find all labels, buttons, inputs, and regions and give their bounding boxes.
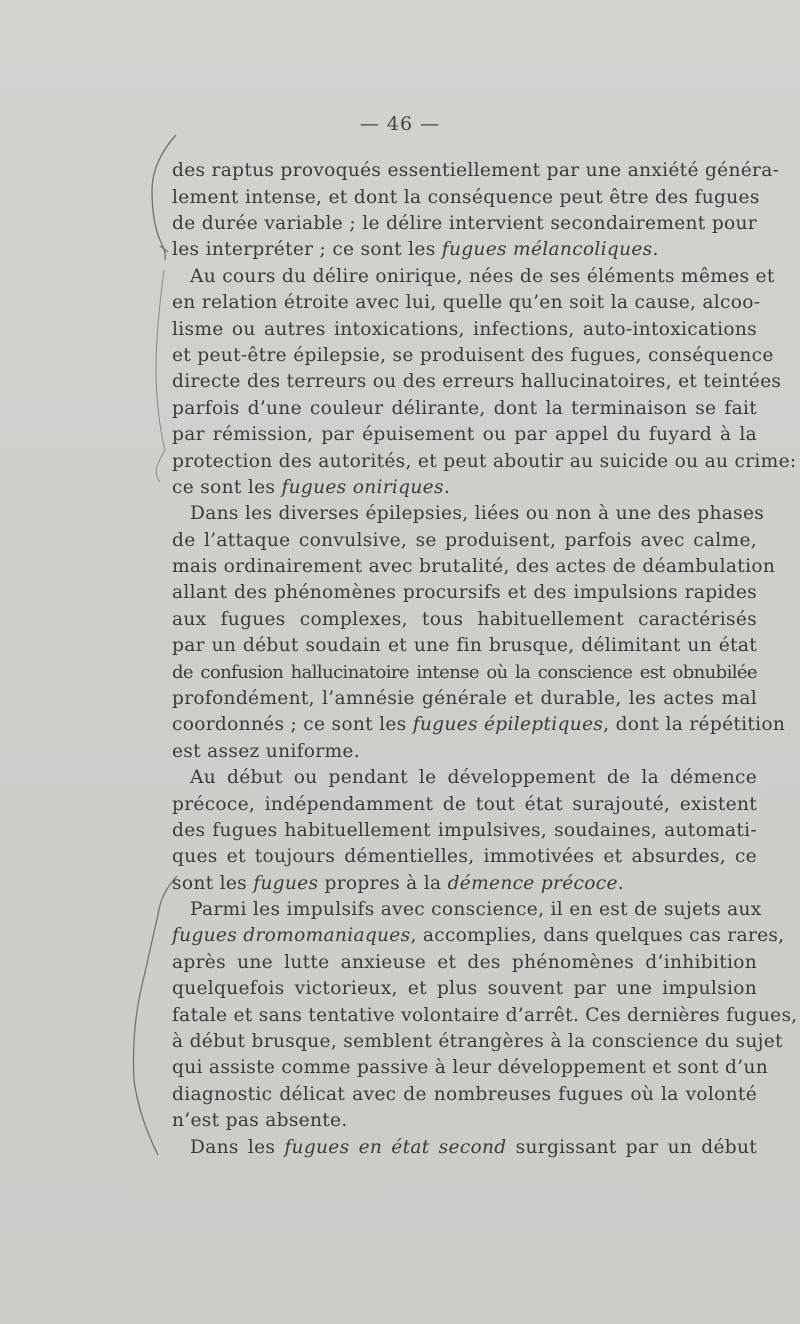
text-line: par un début soudain et une fin brusque, délimitant un état bbox=[172, 635, 757, 656]
text-line: Parmi les impulsifs avec conscience, il en est de sujets aux bbox=[190, 899, 762, 920]
text-line: Dans les diverses épilepsies, liées ou non à une des phases bbox=[190, 503, 765, 524]
text-line: lement intense, et dont la conséquence peut être des fugues bbox=[172, 187, 760, 208]
text-line: profondément, l’amnésie générale et durable, les actes mal bbox=[172, 688, 757, 709]
text-line: parfois d’une couleur délirante, dont la terminaison se fait bbox=[172, 398, 757, 419]
text-line: sont les fugues propres à la démence précoce. bbox=[172, 873, 624, 894]
text-line: Au début ou pendant le développement de la démence bbox=[190, 767, 757, 788]
text-line: fatale et sans tentative volontaire d’arrêt. Ces dernières fugues, bbox=[172, 1005, 798, 1026]
text-line: de confusion hallucinatoire intense où la conscience est obnubilée bbox=[172, 662, 757, 683]
text-line: Dans les fugues en état second surgissant par un début bbox=[190, 1137, 758, 1158]
text-line: ce sont les fugues oniriques. bbox=[172, 477, 451, 498]
text-line: Au cours du délire onirique, nées de ses éléments mêmes et bbox=[190, 266, 775, 287]
text-line: protection des autorités, et peut aboutir au suicide ou au crime: bbox=[172, 451, 797, 472]
text-line: quelquefois victorieux, et plus souvent par une impulsion bbox=[172, 978, 757, 999]
text-line: lisme ou autres intoxications, infections, auto-intoxications bbox=[172, 319, 757, 340]
text-line: de durée variable ; le délire intervient secondairement pour bbox=[172, 213, 757, 234]
text-line: ques et toujours démentielles, immotivées et absurdes, ce bbox=[172, 846, 757, 867]
text-line: précoce, indépendamment de tout état surajouté, existent bbox=[172, 794, 757, 815]
text-line: directe des terreurs ou des erreurs hallucinatoires, et teintées bbox=[172, 371, 782, 392]
text-line: allant des phénomènes procursifs et des impulsions rapides bbox=[172, 582, 757, 603]
text-line: des fugues habituellement impulsives, soudaines, automati- bbox=[172, 820, 757, 841]
text-line: en relation étroite avec lui, quelle qu’en soit la cause, alcoo- bbox=[172, 292, 761, 313]
text-line: est assez uniforme. bbox=[172, 741, 360, 762]
text-line: qui assiste comme passive à leur développement et sont d’un bbox=[172, 1057, 769, 1078]
text-line: des raptus provoqués essentiellement par une anxiété généra- bbox=[172, 160, 780, 181]
text-line: les interpréter ; ce sont les fugues mélancoliques. bbox=[172, 239, 659, 260]
text-line: mais ordinairement avec brutalité, des actes de déambulation bbox=[172, 556, 776, 577]
text-line: par rémission, par épuisement ou par appel du fuyard à la bbox=[172, 424, 757, 445]
text-line: et peut-être épilepsie, se produisent des fugues, conséquence bbox=[172, 345, 774, 366]
text-line: diagnostic délicat avec de nombreuses fugues où la volonté bbox=[172, 1084, 757, 1105]
page-number: — 46 — bbox=[359, 113, 441, 135]
text-line: n’est pas absente. bbox=[172, 1110, 348, 1131]
text-line: à début brusque, semblent étrangères à la conscience du sujet bbox=[172, 1031, 783, 1052]
text-line: aux fugues complexes, tous habituellement caractérisés bbox=[172, 609, 757, 630]
text-line: fugues dromomaniaques, accomplies, dans quelques cas rares, bbox=[172, 925, 785, 946]
text-line: de l’attaque convulsive, se produisent, parfois avec calme, bbox=[172, 530, 757, 551]
text-line: coordonnés ; ce sont les fugues épileptiques, dont la répétition bbox=[172, 714, 786, 735]
text-line: après une lutte anxieuse et des phénomènes d’inhibition bbox=[172, 952, 757, 973]
